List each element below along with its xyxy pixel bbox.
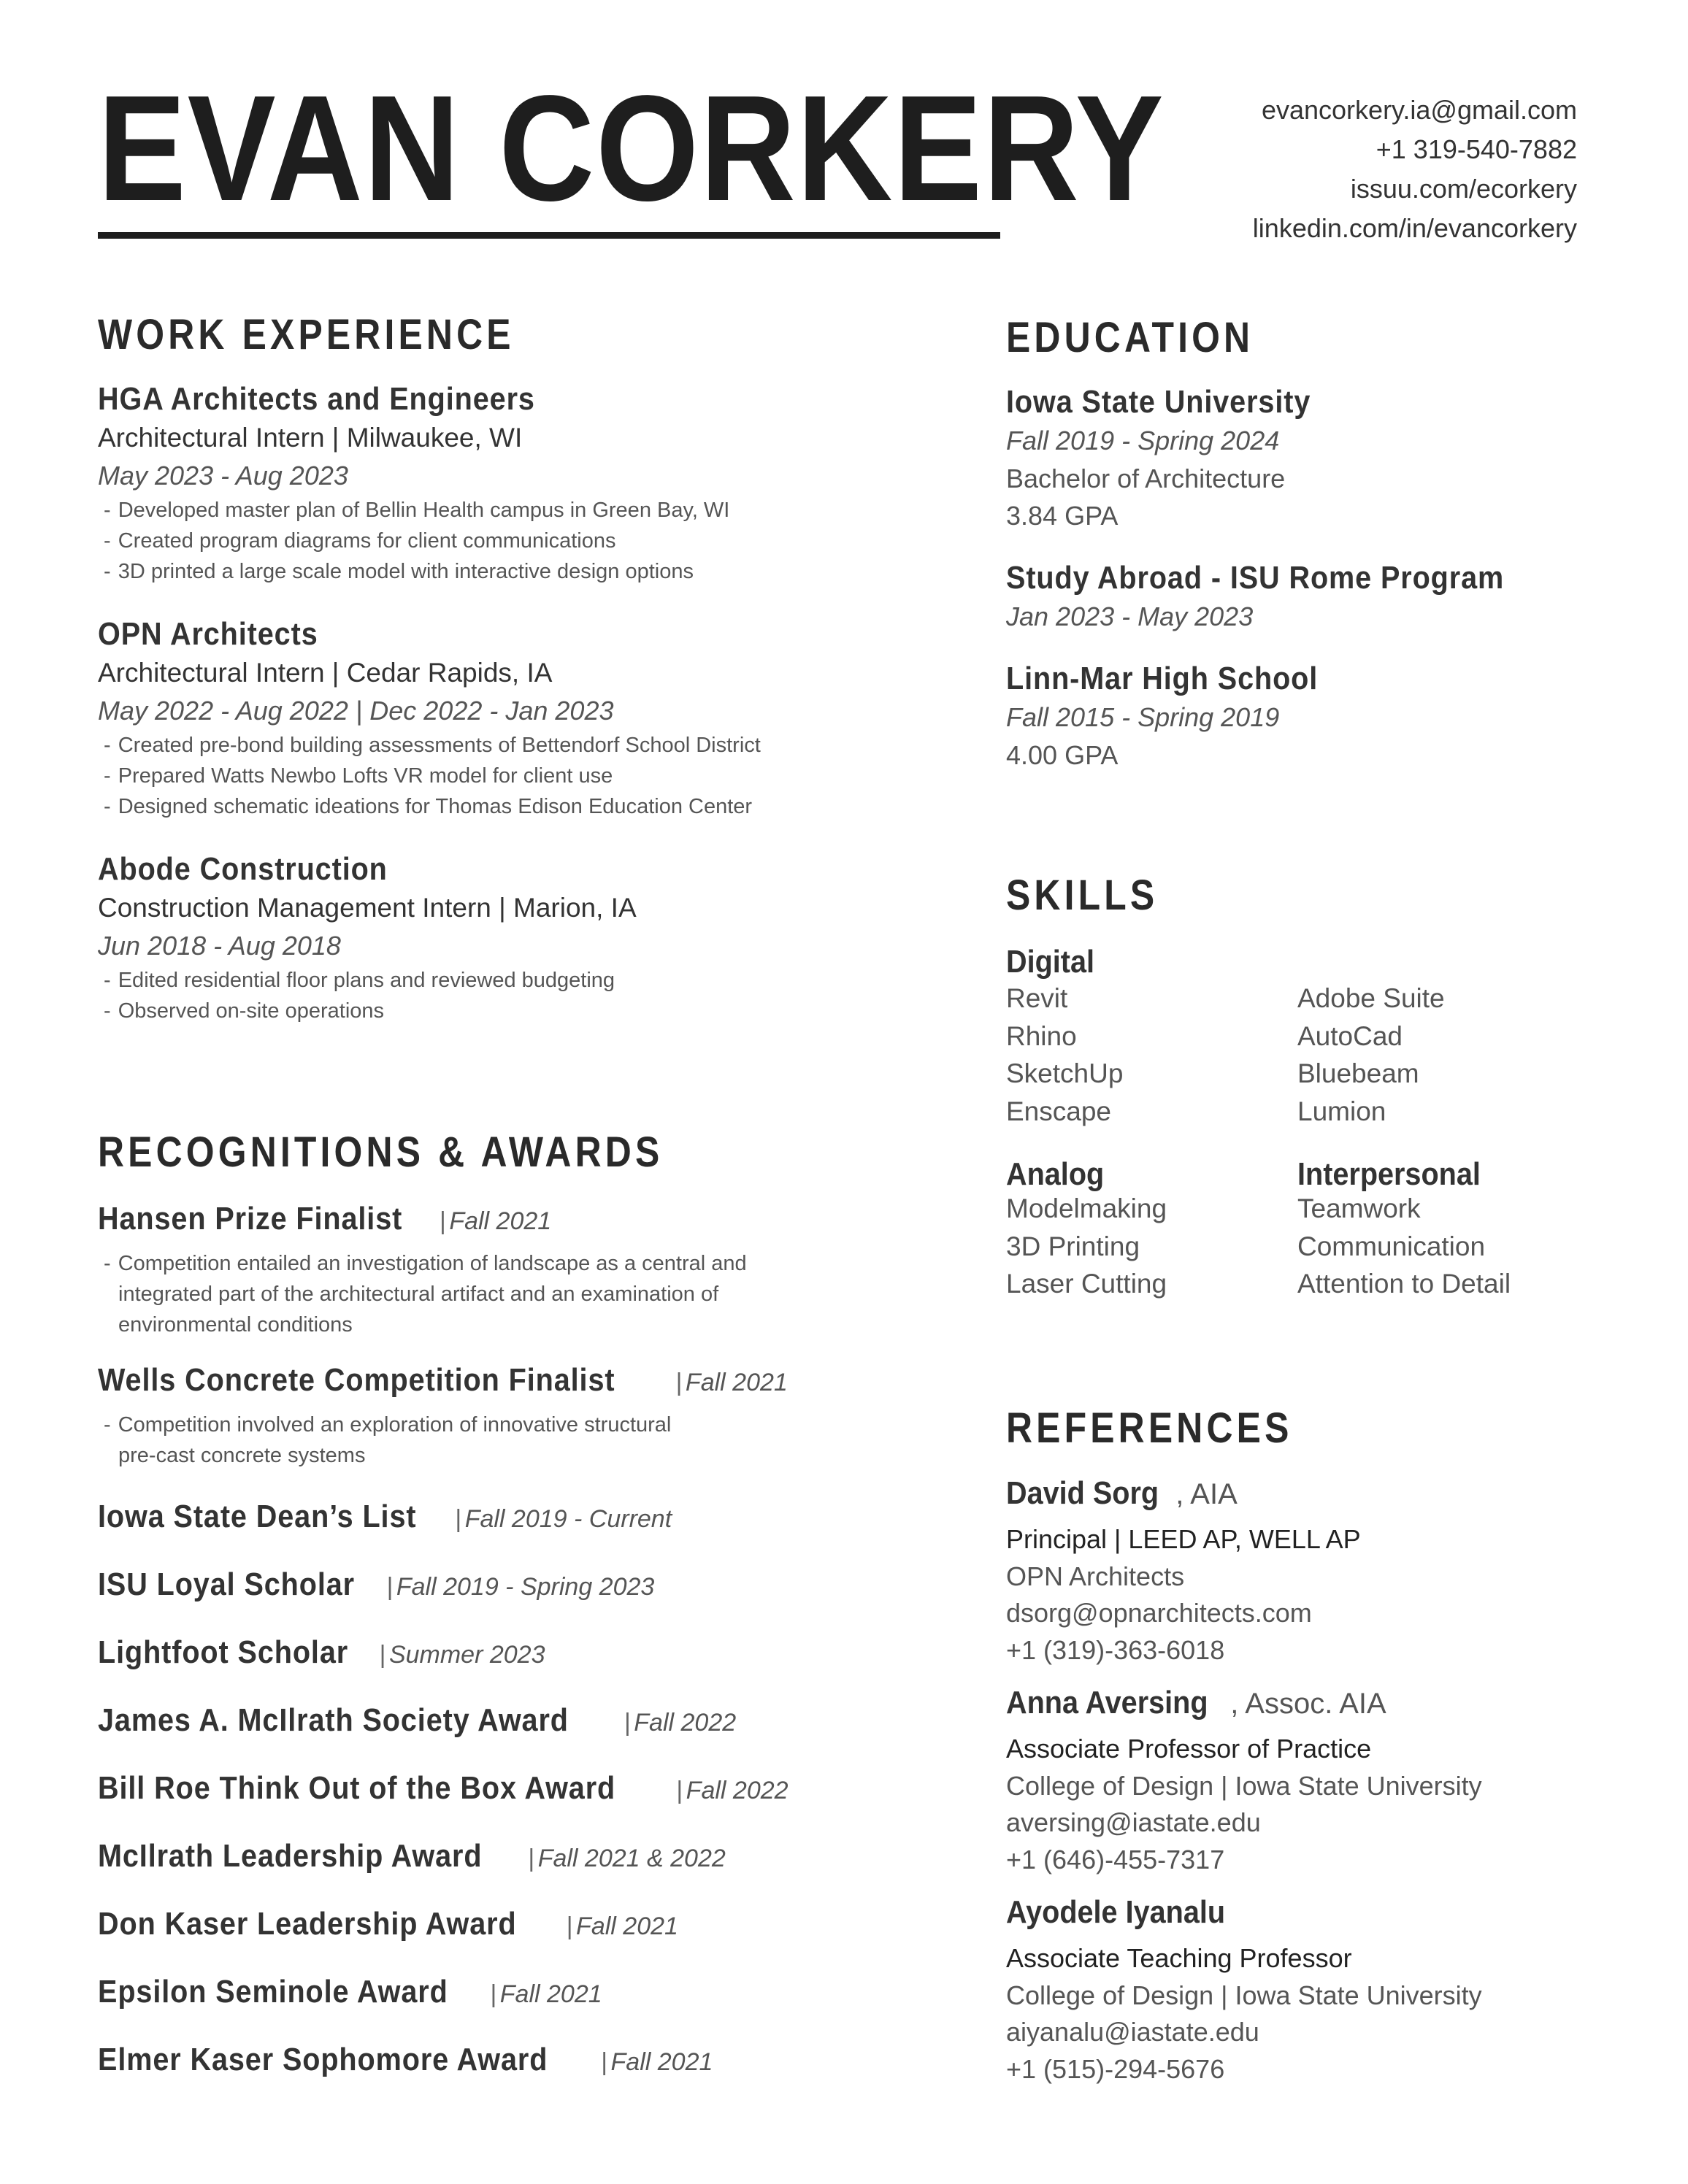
award-title: Wells Concrete Competition Finalist bbox=[98, 1362, 615, 1398]
award-title: Iowa State Dean’s List bbox=[98, 1499, 417, 1534]
contact-block bbox=[1253, 91, 1577, 248]
award-date: Fall 2021 bbox=[610, 2048, 713, 2076]
resume-name: EVAN CORKERY bbox=[98, 64, 1165, 232]
section-heading-work: WORK EXPERIENCE bbox=[98, 311, 515, 358]
reference-name: David Sorg bbox=[1006, 1475, 1159, 1511]
award-title: Epsilon Seminole Award bbox=[98, 1974, 448, 2010]
reference-phone[interactable]: +1 (319)-363-6018 bbox=[1006, 1634, 1225, 1665]
award-date: Fall 2021 bbox=[685, 1369, 788, 1396]
reference-phone[interactable]: +1 (646)-455-7317 bbox=[1006, 1844, 1225, 1875]
award-title: Bill Roe Think Out of the Box Award bbox=[98, 1770, 616, 1806]
job-bullet: - Prepared Watts Newbo Lofts VR model for client use bbox=[98, 764, 613, 788]
award-title: McIlrath Leadership Award bbox=[98, 1838, 483, 1874]
job-bullet: - Developed master plan of Bellin Health campus in Green Bay, WI bbox=[98, 499, 730, 522]
skill-item: Laser Cutting bbox=[1006, 1269, 1167, 1299]
reference-title: Associate Teaching Professor bbox=[1006, 1943, 1352, 1973]
job-org: Abode Construction bbox=[98, 851, 388, 887]
school-name: Study Abroad - ISU Rome Program bbox=[1006, 560, 1505, 596]
award-title: Don Kaser Leadership Award bbox=[98, 1906, 517, 1942]
education-entry bbox=[1006, 382, 1345, 534]
skill-item: Adobe Suite bbox=[1297, 983, 1445, 1013]
award-entry: Iowa State Dean’s List | Fall 2019 - Current bbox=[98, 1495, 672, 1546]
reference-title: Principal | LEED AP, WELL AP bbox=[1006, 1524, 1361, 1554]
job-dates: Jun 2018 - Aug 2018 bbox=[98, 931, 341, 961]
award-desc: - Competition entailed an investigation of landscape as a central and bbox=[98, 1252, 747, 1275]
job-org: OPN Architects bbox=[98, 616, 318, 652]
skill-item: Modelmaking bbox=[1006, 1193, 1167, 1223]
reference-credential: , AIA bbox=[1175, 1478, 1238, 1510]
section-heading-education: EDUCATION bbox=[1006, 314, 1254, 361]
award-title: ISU Loyal Scholar bbox=[98, 1566, 355, 1602]
job-dates: May 2023 - Aug 2023 bbox=[98, 461, 348, 491]
job-bullet: - 3D printed a large scale model with interactive design options bbox=[98, 560, 694, 583]
award-entry: ISU Loyal Scholar | Fall 2019 - Spring 2023 bbox=[98, 1563, 654, 1614]
section-heading-awards: RECOGNITIONS & AWARDS bbox=[98, 1128, 664, 1176]
reference-org: College of Design | Iowa State University bbox=[1006, 1770, 1482, 1801]
award-date: Fall 2021 bbox=[576, 1912, 678, 1940]
skills-analog-list bbox=[1006, 1190, 1167, 1303]
reference-credential: , Assoc. AIA bbox=[1230, 1688, 1386, 1720]
award-entry: Don Kaser Leadership Award | Fall 2021 bbox=[98, 1902, 678, 1953]
reference-entry bbox=[1006, 1473, 1361, 1669]
award-title: Elmer Kaser Sophomore Award bbox=[98, 2042, 548, 2077]
award-date: Summer 2023 bbox=[388, 1641, 545, 1669]
skill-item: Rhino bbox=[1006, 1020, 1077, 1051]
award-entry: Hansen Prize Finalist | Fall 2021 - Competition entailed an investigation of landscape as a central and integrated part of the architectural artifact and an examination of environmental conditions bbox=[98, 1197, 747, 1340]
name-underline bbox=[98, 232, 1000, 239]
job-entry bbox=[98, 850, 637, 1026]
skills-interpersonal-label: Interpersonal bbox=[1297, 1156, 1481, 1192]
award-date: Fall 2021 bbox=[499, 1980, 602, 2008]
contact-phone[interactable]: +1 319-540-7882 bbox=[1376, 134, 1577, 164]
school-degree: Bachelor of Architecture bbox=[1006, 464, 1286, 493]
reference-name: Anna Aversing bbox=[1006, 1685, 1208, 1720]
award-entry: Bill Roe Think Out of the Box Award | Fall 2022 bbox=[98, 1766, 789, 1818]
skill-item: Attention to Detail bbox=[1297, 1269, 1511, 1299]
job-entry bbox=[98, 615, 761, 822]
award-entry: McIlrath Leadership Award | Fall 2021 & 2022 bbox=[98, 1834, 726, 1885]
reference-title: Associate Professor of Practice bbox=[1006, 1734, 1372, 1764]
skill-item: 3D Printing bbox=[1006, 1231, 1140, 1261]
reference-org: OPN Architects bbox=[1006, 1561, 1185, 1591]
job-role: Architectural Intern | Cedar Rapids, IA bbox=[98, 658, 553, 688]
school-name: Iowa State University bbox=[1006, 384, 1311, 420]
skill-item: SketchUp bbox=[1006, 1058, 1124, 1088]
education-entry bbox=[1006, 659, 1353, 774]
job-dates: May 2022 - Aug 2022 | Dec 2022 - Jan 2023 bbox=[98, 696, 614, 726]
skills-analog-label: Analog bbox=[1006, 1156, 1105, 1192]
award-desc: environmental conditions bbox=[118, 1313, 353, 1337]
skills-digital-label: Digital bbox=[1006, 944, 1095, 980]
award-title: James A. McIlrath Society Award bbox=[98, 1702, 569, 1738]
reference-phone[interactable]: +1 (515)-294-5676 bbox=[1006, 2053, 1225, 2084]
contact-linkedin[interactable]: linkedin.com/in/evancorkery bbox=[1252, 213, 1577, 243]
skills-digital-col1 bbox=[1006, 980, 1123, 1130]
skills-interpersonal-list bbox=[1297, 1190, 1511, 1303]
award-desc: - Competition involved an exploration of innovative structural bbox=[98, 1413, 672, 1437]
skill-item: AutoCad bbox=[1297, 1020, 1403, 1051]
job-bullet: - Designed schematic ideations for Thomas Edison Education Center bbox=[98, 795, 753, 818]
skill-item: Communication bbox=[1297, 1231, 1486, 1261]
job-role: Architectural Intern | Milwaukee, WI bbox=[98, 423, 523, 453]
award-date: Fall 2021 bbox=[449, 1207, 552, 1235]
reference-entry bbox=[1006, 1892, 1482, 2088]
award-date: Fall 2021 & 2022 bbox=[537, 1845, 726, 1872]
school-name: Linn-Mar High School bbox=[1006, 661, 1319, 696]
reference-email[interactable]: dsorg@opnarchitects.com bbox=[1006, 1598, 1312, 1628]
award-entry: Wells Concrete Competition Finalist | Fall 2021 - Competition involved an exploration of innovative structural pre-cast concrete systems bbox=[98, 1358, 788, 1471]
school-dates: Fall 2019 - Spring 2024 bbox=[1006, 426, 1280, 455]
section-heading-skills: SKILLS bbox=[1006, 872, 1159, 919]
award-date: Fall 2019 - Spring 2023 bbox=[396, 1573, 655, 1601]
job-role: Construction Management Intern | Marion, IA bbox=[98, 893, 637, 923]
award-entry: Lightfoot Scholar | Summer 2023 bbox=[98, 1631, 545, 1682]
skill-item: Lumion bbox=[1297, 1096, 1386, 1126]
award-desc: integrated part of the architectural artifact and an examination of bbox=[118, 1283, 719, 1306]
school-dates: Jan 2023 - May 2023 bbox=[1006, 601, 1254, 631]
reference-email[interactable]: aiyanalu@iastate.edu bbox=[1006, 2017, 1259, 2047]
education-entry bbox=[1006, 558, 1560, 636]
reference-org: College of Design | Iowa State University bbox=[1006, 1980, 1482, 2010]
award-date: Fall 2019 - Current bbox=[464, 1505, 672, 1533]
award-title: Lightfoot Scholar bbox=[98, 1634, 349, 1670]
award-title: Hansen Prize Finalist bbox=[98, 1201, 403, 1237]
reference-email[interactable]: aversing@iastate.edu bbox=[1006, 1807, 1261, 1837]
skill-item: Enscape bbox=[1006, 1096, 1111, 1126]
award-desc: pre-cast concrete systems bbox=[118, 1444, 366, 1467]
job-org: HGA Architects and Engineers bbox=[98, 381, 535, 417]
school-gpa: 3.84 GPA bbox=[1006, 501, 1119, 531]
skill-item: Teamwork bbox=[1297, 1193, 1421, 1223]
job-bullet: - Created pre-bond building assessments of Bettendorf School District bbox=[98, 734, 761, 757]
school-dates: Fall 2015 - Spring 2019 bbox=[1006, 702, 1280, 732]
award-date: Fall 2022 bbox=[634, 1709, 737, 1737]
skills-digital-col2 bbox=[1297, 980, 1445, 1130]
contact-issuu[interactable]: issuu.com/ecorkery bbox=[1350, 174, 1577, 204]
reference-name: Ayodele Iyanalu bbox=[1006, 1894, 1226, 1930]
job-entry bbox=[98, 380, 729, 587]
award-entry: James A. McIlrath Society Award | Fall 2022 bbox=[98, 1699, 736, 1750]
reference-entry bbox=[1006, 1683, 1482, 1878]
job-bullet: - Observed on-site operations bbox=[98, 999, 385, 1023]
skill-item: Bluebeam bbox=[1297, 1058, 1419, 1088]
school-gpa: 4.00 GPA bbox=[1006, 740, 1119, 770]
job-bullet: - Edited residential floor plans and reviewed budgeting bbox=[98, 969, 615, 992]
award-entry: Elmer Kaser Sophomore Award | Fall 2021 bbox=[98, 2038, 713, 2089]
job-bullet: - Created program diagrams for client communications bbox=[98, 529, 616, 553]
section-heading-references: REFERENCES bbox=[1006, 1404, 1293, 1452]
contact-email[interactable]: evancorkery.ia@gmail.com bbox=[1261, 95, 1577, 125]
skill-item: Revit bbox=[1006, 983, 1068, 1013]
award-date: Fall 2022 bbox=[686, 1777, 789, 1804]
award-entry: Epsilon Seminole Award | Fall 2021 bbox=[98, 1970, 602, 2021]
